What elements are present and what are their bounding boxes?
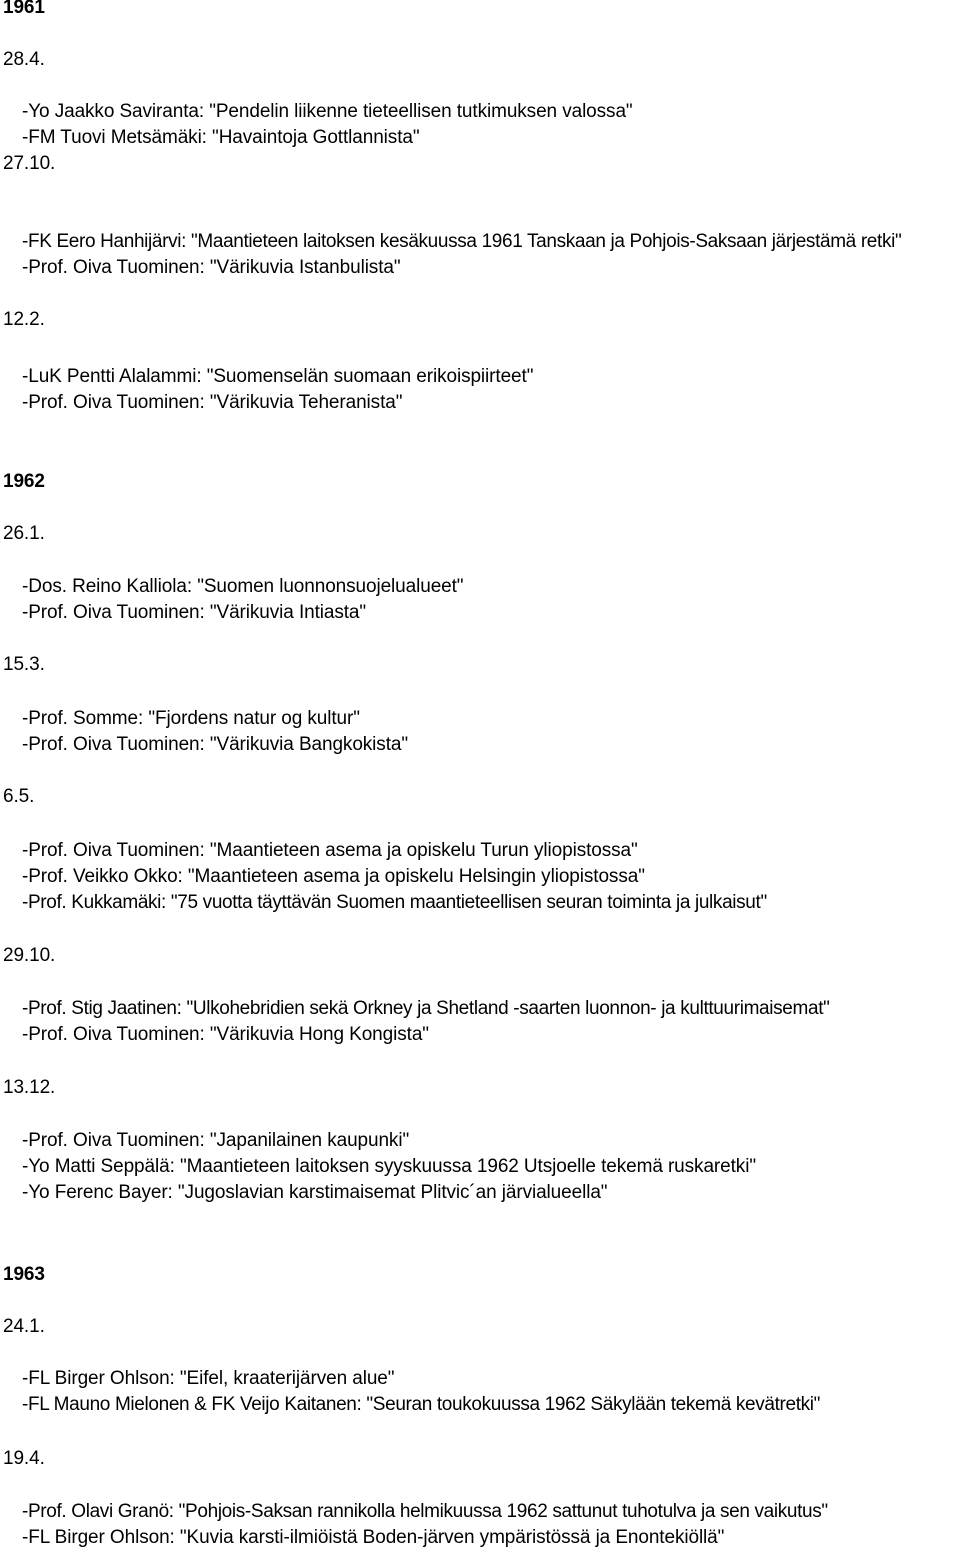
talk-item: -Prof. Olavi Granö: "Pohjois-Saksan rannikolla helmikuussa 1962 sattunut tuhotulva ja sen vaikutus" (22, 1501, 828, 1522)
talk-item: -Prof. Oiva Tuominen: "Maantieteen asema ja opiskelu Turun yliopistossa" (22, 840, 638, 861)
talk-item: -Yo Ferenc Bayer: "Jugoslavian karstimaisemat Plitvic´an järvialueella" (22, 1182, 608, 1203)
talk-item: -Prof. Stig Jaatinen: "Ulkohebridien sekä Orkney ja Shetland -saarten luonnon- ja kulttuurimaisemat" (22, 998, 830, 1019)
meeting-date: 24.1. (3, 1316, 45, 1337)
talk-item: -Yo Matti Seppälä: "Maantieteen laitoksen syyskuussa 1962 Utsjoelle tekemä ruskaretki" (22, 1156, 756, 1177)
talk-item: -Dos. Reino Kalliola: "Suomen luonnonsuojelualueet" (22, 576, 464, 597)
talk-item: -Prof. Oiva Tuominen: "Värikuvia Intiasta" (22, 602, 367, 623)
meeting-date: 19.4. (3, 1448, 45, 1469)
meeting-date: 6.5. (3, 786, 35, 807)
talk-item: -Prof. Oiva Tuominen: "Värikuvia Bangkokista" (22, 734, 408, 755)
meeting-date: 12.2. (3, 309, 45, 330)
talk-item: -FL Mauno Mielonen & FK Veijo Kaitanen: "Seuran toukokuussa 1962 Säkylään tekemä kevätretki" (22, 1394, 821, 1415)
year-heading: 1962 (3, 471, 45, 492)
meeting-date: 26.1. (3, 523, 45, 544)
talk-item: -FL Birger Ohlson: "Eifel, kraaterijärven alue" (22, 1368, 395, 1389)
meeting-date: 28.4. (3, 49, 45, 70)
year-heading: 1963 (3, 1264, 45, 1285)
year-heading: 1961 (3, 0, 45, 18)
talk-item: -Prof. Veikko Okko: "Maantieteen asema ja opiskelu Helsingin yliopistossa" (22, 866, 645, 887)
talk-item: -FL Birger Ohlson: "Kuvia karsti-ilmiöistä Boden-järven ympäristössä ja Enontekiöllä" (22, 1527, 725, 1548)
talk-item: -FM Tuovi Metsämäki: "Havaintoja Gottlannista" (22, 127, 420, 148)
meeting-date: 29.10. (3, 945, 56, 966)
talk-item: -FK Eero Hanhijärvi: "Maantieteen laitoksen kesäkuussa 1961 Tanskaan ja Pohjois-Saksaan järjestämä retki" (22, 231, 902, 252)
meeting-date: 13.12. (3, 1077, 56, 1098)
talk-item: -Yo Jaakko Saviranta: "Pendelin liikenne tieteellisen tutkimuksen valossa" (22, 101, 633, 122)
talk-item: -Prof. Kukkamäki: "75 vuotta täyttävän Suomen maantieteellisen seuran toiminta ja julkaisut" (22, 892, 767, 913)
talk-item: -Prof. Oiva Tuominen: "Värikuvia Teheranista" (22, 392, 403, 413)
talk-item: -Prof. Oiva Tuominen: "Japanilainen kaupunki" (22, 1130, 410, 1151)
talk-item: -Prof. Oiva Tuominen: "Värikuvia Hong Kongista" (22, 1024, 429, 1045)
talk-item: -LuK Pentti Alalammi: "Suomenselän suomaan erikoispiirteet" (22, 366, 534, 387)
meeting-date: 15.3. (3, 654, 45, 675)
talk-item: -Prof. Somme: "Fjordens natur og kultur" (22, 708, 360, 729)
meeting-date: 27.10. (3, 153, 56, 174)
talk-item: -Prof. Oiva Tuominen: "Värikuvia Istanbulista" (22, 257, 401, 278)
